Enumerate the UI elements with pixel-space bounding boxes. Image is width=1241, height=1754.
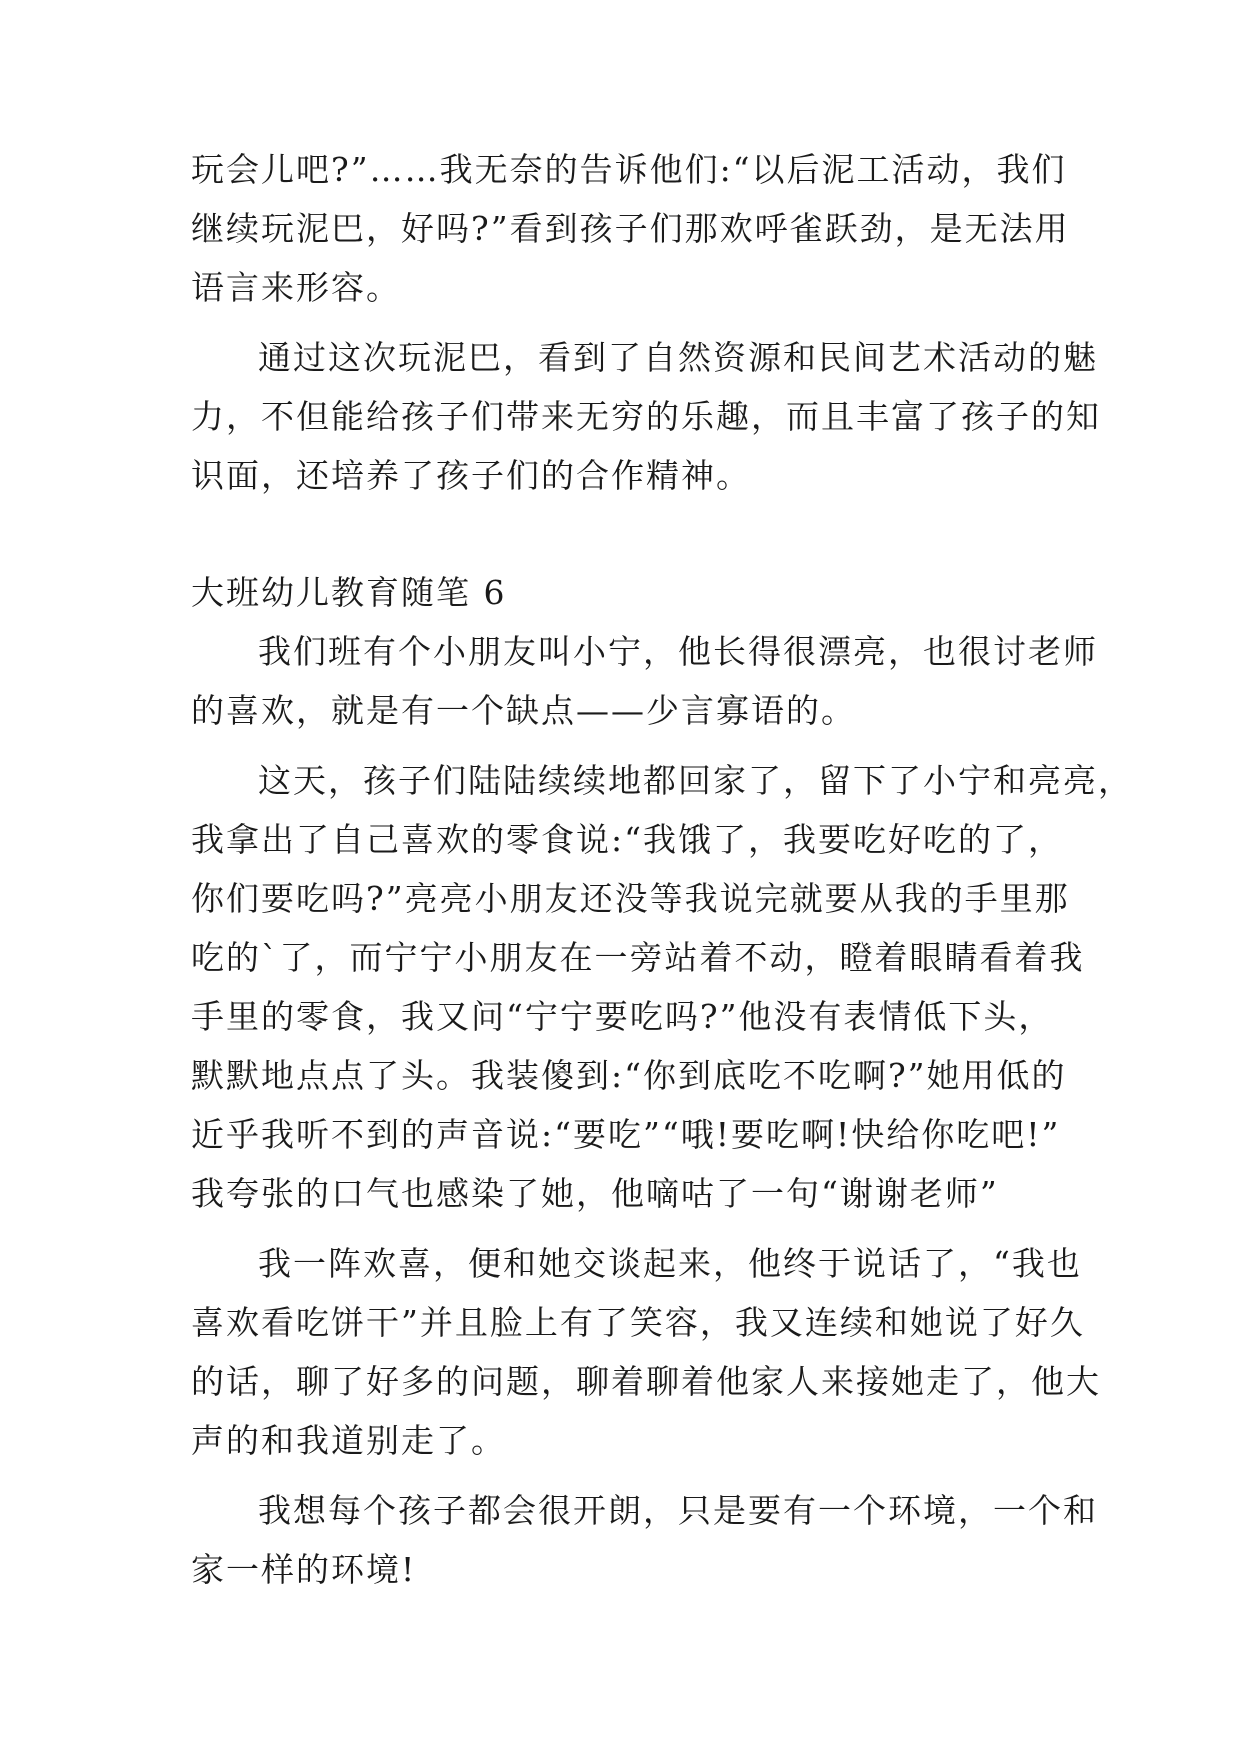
paragraph-line: 你们要吃吗?”亮亮小朋友还没等我说完就要从我的手里那 <box>191 879 1070 918</box>
paragraph-line: 声的和我道别走了。 <box>191 1421 506 1460</box>
paragraph-line: 手里的零食，我又问“宁宁要吃吗?”他没有表情低下头， <box>191 997 1054 1036</box>
paragraph-line: 家一样的环境! <box>191 1550 417 1589</box>
paragraph-line: 的喜欢，就是有一个缺点——少言寡语的。 <box>191 691 856 730</box>
paragraph-line: 这天，孩子们陆陆续续地都回家了，留下了小宁和亮亮， <box>258 761 1133 800</box>
paragraph-line: 语言来形容。 <box>191 268 401 307</box>
paragraph-line: 继续玩泥巴，好吗?”看到孩子们那欢呼雀跃劲，是无法用 <box>191 209 1070 248</box>
paragraph-line: 我们班有个小朋友叫小宁，他长得很漂亮，也很讨老师 <box>258 632 1098 671</box>
paragraph-line: 默默地点点了头。我装傻到:“你到底吃不吃啊?”她用低的 <box>191 1056 1067 1095</box>
paragraph-line: 我想每个孩子都会很开朗，只是要有一个环境，一个和 <box>258 1491 1098 1530</box>
paragraph-line: 力，不但能给孩子们带来无穷的乐趣，而且丰富了孩子的知 <box>191 397 1101 436</box>
paragraph-line: 近乎我听不到的声音说:“要吃”“哦!要吃啊!快给你吃吧!” <box>191 1115 1061 1154</box>
paragraph-line: 我夸张的口气也感染了她，他嘀咕了一句“谢谢老师” <box>191 1174 999 1213</box>
paragraph-line: 我拿出了自己喜欢的零食说:“我饿了，我要吃好吃的了， <box>191 820 1063 859</box>
paragraph-line: 吃的`了，而宁宁小朋友在一旁站着不动，瞪着眼睛看着我 <box>191 938 1085 977</box>
paragraph-line: 我一阵欢喜，便和她交谈起来，他终于说话了，“我也 <box>258 1244 1082 1283</box>
paragraph-line: 通过这次玩泥巴，看到了自然资源和民间艺术活动的魅 <box>258 338 1098 377</box>
paragraph-line: 识面，还培养了孩子们的合作精神。 <box>191 456 751 495</box>
paragraph-line: 的话，聊了好多的问题，聊着聊着他家人来接她走了，他大 <box>191 1362 1101 1401</box>
paragraph-line: 玩会儿吧?”……我无奈的告诉他们:“以后泥工活动，我们 <box>191 150 1067 189</box>
paragraph-line: 喜欢看吃饼干”并且脸上有了笑容，我又连续和她说了好久 <box>191 1303 1085 1342</box>
section-heading: 大班幼儿教育随笔 6 <box>191 573 507 612</box>
